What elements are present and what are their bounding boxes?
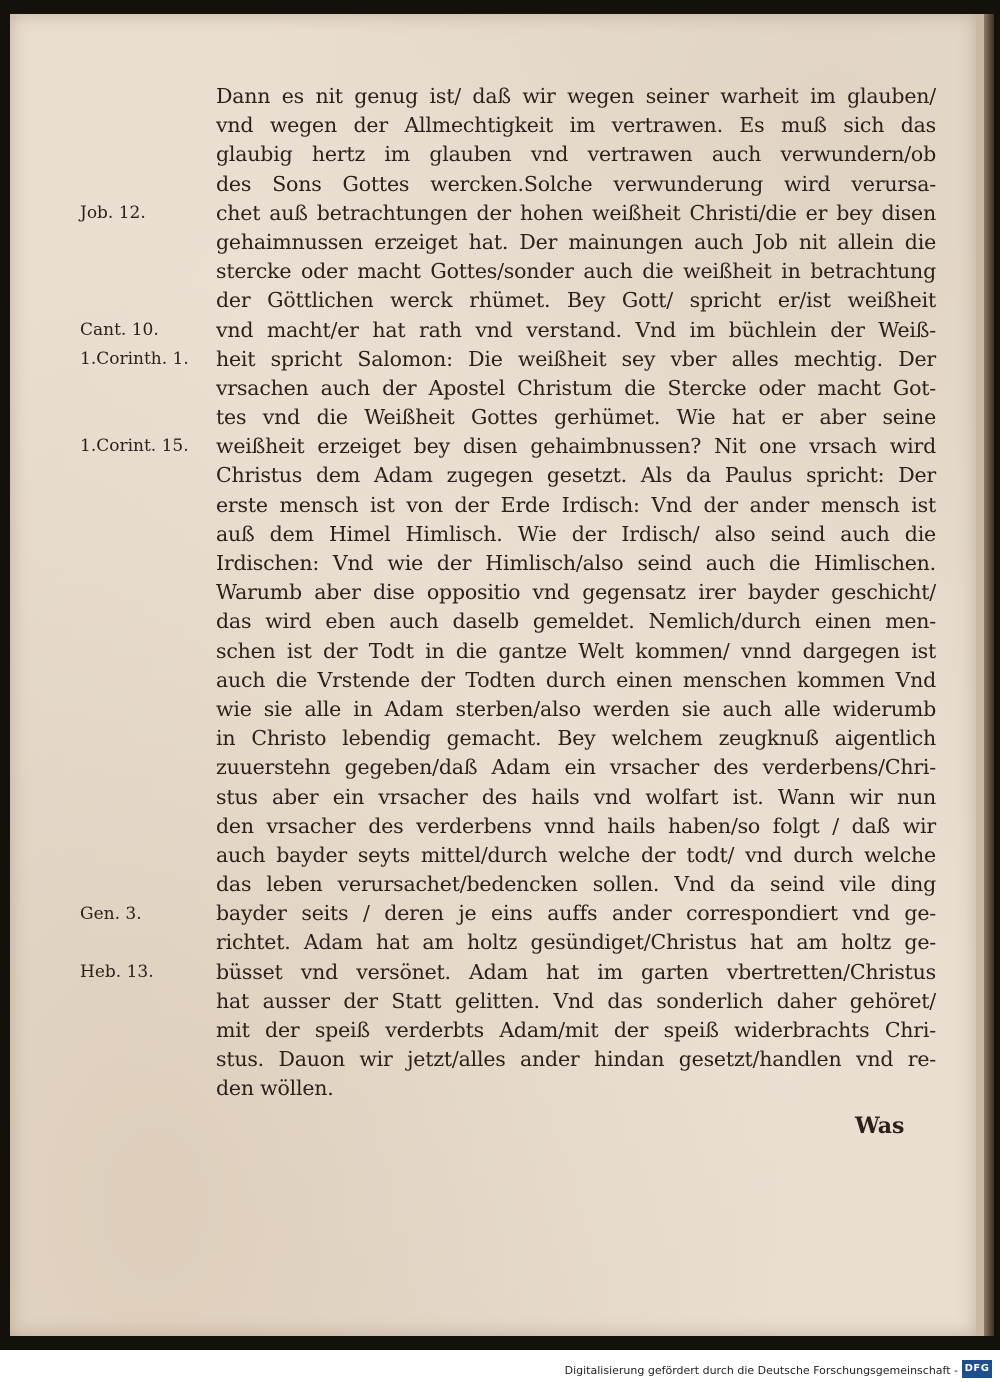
- text-line: bayder seits / deren je eins auffs ander correspondiert vnd ge-: [216, 901, 936, 926]
- text-line: gehaimnussen erzeiget hat. Der mainungen auch Job nit allein die: [216, 229, 936, 254]
- text-line: Christus dem Adam zugegen gesetzt. Als da Paulus spricht: Der: [216, 463, 936, 488]
- text-line: des Sons Gottes wercken.Solche verwunderung wird verursa-: [216, 171, 936, 196]
- text-line: richtet. Adam hat am holtz gesündiget/Christus hat am holtz ge-: [216, 930, 936, 955]
- text-line: tes vnd die Weißheit Gottes gerhümet. Wie hat er aber seine: [216, 405, 936, 430]
- text-line: auch bayder seyts mittel/durch welche der todt/ vnd durch welche: [216, 842, 936, 867]
- text-line: stus. Dauon wir jetzt/alles ander hindan gesetzt/handlen vnd re-: [216, 1047, 936, 1072]
- text-line: Dann es nit genug ist/ daß wir wegen seiner warheit im glauben/: [216, 84, 936, 108]
- text-line: vnd macht/er hat rath vnd verstand. Vnd im büchlein der Weiß-: [216, 317, 936, 342]
- margin-note: Heb. 13.: [80, 962, 154, 982]
- text-line: zuuerstehn gegeben/daß Adam ein vrsacher des verderbens/Chri-: [216, 755, 936, 780]
- text-line: in Christo lebendig gemacht. Bey welchem zeugknuß aigentlich: [216, 726, 936, 751]
- text-line: Warumb aber dise oppositio vnd gegensatz irer bayder geschicht/: [216, 580, 936, 605]
- text-line: auß dem Himel Himlisch. Wie der Irdisch/ also seind auch die: [216, 521, 936, 546]
- margin-note: Gen. 3.: [80, 903, 142, 924]
- text-line: büsset vnd versönet. Adam hat im garten vbertretten/Christus: [216, 959, 936, 984]
- catchword: Was: [855, 1113, 905, 1139]
- text-line: den wöllen.: [216, 1076, 334, 1101]
- text-line: weißheit erzeiget bey disen gehaimbnussen? Nit one vrsach wird: [216, 434, 936, 459]
- text-line: mit der speiß verderbts Adam/mit der speiß widerbrachts Chri-: [216, 1018, 936, 1042]
- margin-note: Cant. 10.: [80, 319, 159, 340]
- text-line: wie sie alle in Adam sterben/also werden sie auch alle widerumb: [216, 696, 936, 721]
- text-line: auch die Vrstende der Todten durch einen menschen kommen Vnd: [216, 667, 936, 692]
- text-line: den vrsacher des verderbens vnnd hails haben/so folgt / daß wir: [216, 813, 936, 838]
- text-line: chet auß betrachtungen der hohen weißheit Christi/die er bey disen: [216, 200, 936, 225]
- text-line: der Göttlichen werck rhümet. Bey Gott/ spricht er/ist weißheit: [216, 288, 936, 313]
- dfg-logo: DFG: [962, 1360, 992, 1378]
- text-line: schen ist der Todt in die gantze Welt kommen/ vnnd dargegen ist: [216, 638, 936, 663]
- text-line: glaubig hertz im glauben vnd vertrawen auch verwundern/ob: [216, 142, 936, 167]
- margin-note: Job. 12.: [80, 202, 146, 223]
- text-line: vrsachen auch der Apostel Christum die Stercke oder macht Got-: [216, 375, 936, 400]
- text-line: Irdischen: Vnd wie der Himlisch/also seind auch die Himlischen.: [216, 551, 936, 575]
- text-line: heit spricht Salomon: Die weißheit sey vber alles mechtig. Der: [216, 346, 936, 371]
- text-line: das wird eben auch daselb gemeldet. Nemlich/durch einen men-: [216, 609, 936, 634]
- text-line: vnd wegen der Allmechtigkeit im vertrawen. Es muß sich das: [216, 113, 936, 138]
- margin-note: 1.Corinth. 1.: [80, 348, 189, 369]
- margin-note: 1.Corint. 15.: [80, 436, 189, 457]
- text-line: das leben verursachet/bedencken sollen. Vnd da seind vile ding: [216, 872, 936, 897]
- funding-credit: Digitalisierung gefördert durch die Deutsche Forschungsgemeinschaft -: [564, 1364, 958, 1377]
- page-edge: [984, 14, 994, 1336]
- footer-bar: [0, 1350, 1000, 1382]
- text-line: stus aber ein vrsacher des hails vnd wolfart ist. Wann wir nun: [216, 784, 936, 809]
- text-line: erste mensch ist von der Erde Irdisch: Vnd der ander mensch ist: [216, 492, 936, 517]
- text-line: hat ausser der Statt gelitten. Vnd das sonderlich daher gehöret/: [216, 988, 936, 1013]
- text-line: stercke oder macht Gottes/sonder auch die weißheit in betrachtung: [216, 259, 936, 284]
- main-text-block: [216, 82, 936, 1104]
